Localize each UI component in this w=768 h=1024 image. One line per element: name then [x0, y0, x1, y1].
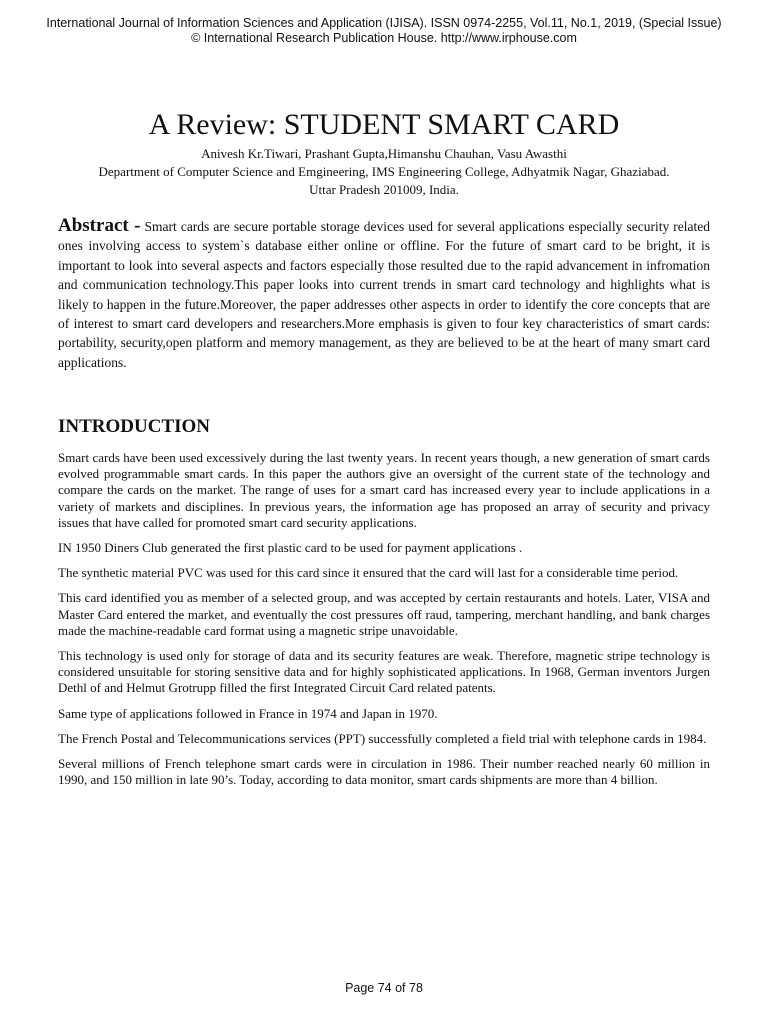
- page-number: Page 74 of 78: [345, 981, 423, 995]
- paragraph: Same type of applications followed in France in 1974 and Japan in 1970.: [58, 705, 438, 721]
- abstract-text: Smart cards are secure portable storage devices used for several applications especially security related ones involving access to system`s database either online or offline. For the future of smart card to be bright, it is important to look into several aspects and factors especially those resulted due to the rapid advancement in infromation and communication technology.This paper looks into current trends in smart card technology and highlights what is likely to happen in the future.Moreover, the paper addresses other aspects in order to identify the core concepts that are of interest to smart card developers and researchers.More emphasis is given to four key characteristics of smart cards: portability, security,open platform and memory management, as they are believed to be at the heart of many smart card applications.: [58, 219, 710, 370]
- paragraph: This technology is used only for storage of data and its security features are weak. Therefore, magnetic stripe technology is considered unsuitable for storing sensitive data and for highly sophisticated applications. In 1968, German inventors Jurgen Dethl of and Helmut Grotrupp filled the first Integrated Circuit Card related patents.: [58, 648, 710, 696]
- journal-header-line2: © International Research Publication House. http://www.irphouse.com: [191, 31, 577, 45]
- paper-title: A Review: STUDENT SMART CARD: [148, 108, 620, 141]
- paragraph: The synthetic material PVC was used for this card since it ensured that the card will last for a considerable time period.: [58, 565, 679, 581]
- journal-header-line1: International Journal of Information Sciences and Application (IJISA). ISSN 0974-2255, Vol.11, No.1, 2019, (Special Issue): [46, 16, 722, 30]
- author-location: Uttar Pradesh 201009, India.: [309, 182, 459, 197]
- abstract-section: [58, 216, 710, 372]
- paragraph: Smart cards have been used excessively during the last twenty years. In recent years though, a new generation of smart cards evolved programmable smart cards. In this paper the authors give an oversight of the current state of the technology and compare the cards on the market. The range of uses for a smart card has increased every year to include applications in a variety of markets and disciplines. In previous years, the information age has proposed an array of security and privacy issues that have called for promoted smart card security applications.: [58, 450, 710, 530]
- author-block: [0, 145, 768, 199]
- abstract-label: Abstract -: [58, 215, 141, 236]
- author-names: Anivesh Kr.Tiwari, Prashant Gupta,Himanshu Chauhan, Vasu Awasthi: [201, 146, 567, 161]
- introduction-body: [58, 450, 710, 797]
- introduction-heading: INTRODUCTION: [58, 416, 211, 437]
- paragraph: IN 1950 Diners Club generated the first plastic card to be used for payment applications .: [58, 540, 523, 556]
- paragraph: The French Postal and Telecommunications services (PPT) successfully completed a field trial with telephone cards in 1984.: [58, 730, 707, 746]
- journal-header: [0, 16, 768, 46]
- paragraph: Several millions of French telephone smart cards were in circulation in 1986. Their number reached nearly 60 million in 1990, and 150 million in late 90’s. Today, according to data monitor, smart cards shipments are more than 4 billion.: [58, 756, 710, 788]
- author-affiliation: Department of Computer Science and Emgineering, IMS Engineering College, Adhyatmik Nagar, Ghaziabad.: [98, 164, 670, 179]
- paragraph: This card identified you as member of a selected group, and was accepted by certain restaurants and hotels. Later, VISA and Master Card entered the market, and eventually the cost pressures off raud, tampering, merchant handling, and bank charges made the machine-readable card format using a magnetic stripe unavoidable.: [58, 590, 710, 638]
